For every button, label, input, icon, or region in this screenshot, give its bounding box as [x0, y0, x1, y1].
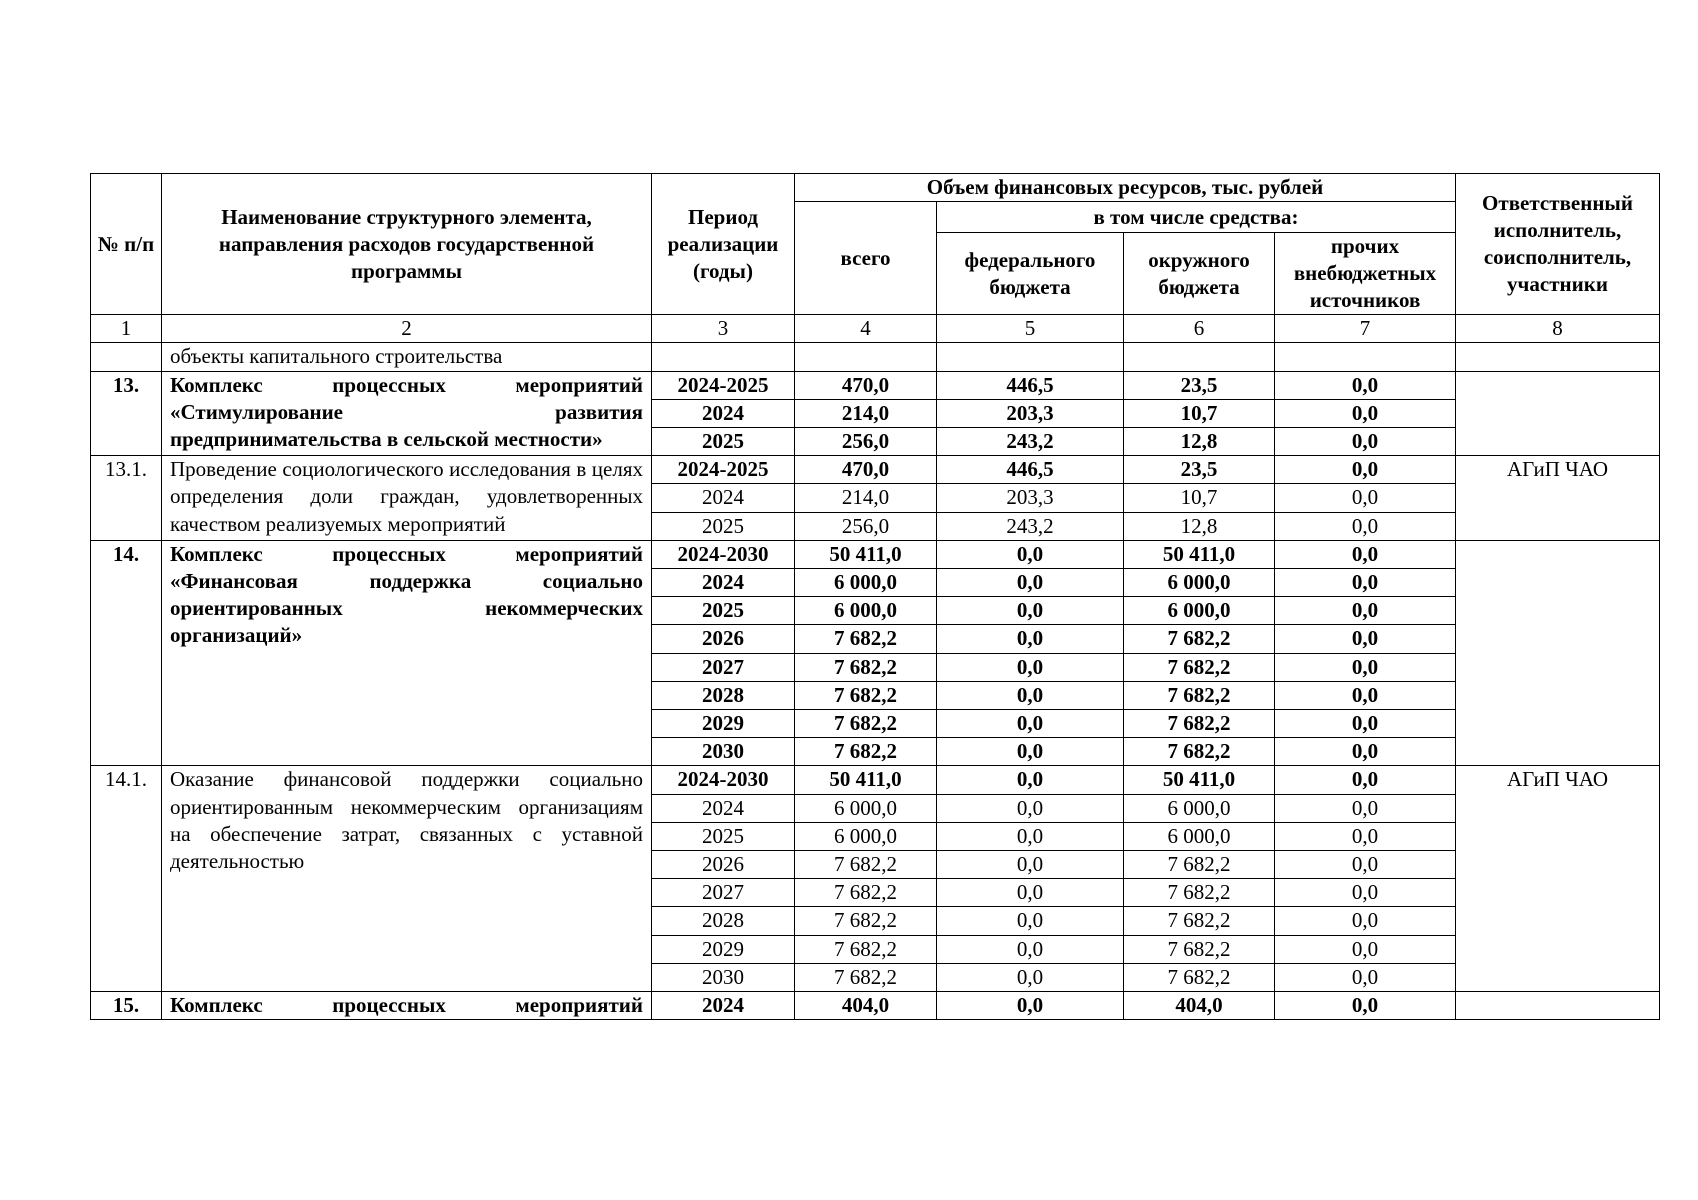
other-cell: 0,0	[1275, 625, 1456, 653]
okrug-cell: 7 682,2	[1124, 963, 1275, 991]
okrug-cell: 6 000,0	[1124, 569, 1275, 597]
period-cell: 2025	[652, 822, 795, 850]
federal-cell: 0,0	[937, 794, 1124, 822]
other-cell: 0,0	[1275, 569, 1456, 597]
col-number: 8	[1456, 315, 1660, 343]
cell-empty	[1124, 343, 1275, 371]
total-cell: 256,0	[795, 428, 937, 456]
responsible-cell: АГиП ЧАО	[1456, 456, 1660, 541]
header-federal: федерального бюджета	[937, 233, 1124, 315]
cell-empty	[937, 343, 1124, 371]
responsible-cell	[1456, 371, 1660, 456]
period-cell: 2026	[652, 625, 795, 653]
total-cell: 404,0	[795, 992, 937, 1020]
total-cell: 7 682,2	[795, 710, 937, 738]
table-row	[91, 456, 1660, 484]
table-row	[91, 540, 1660, 568]
federal-cell: 0,0	[937, 597, 1124, 625]
okrug-cell: 7 682,2	[1124, 907, 1275, 935]
cell-empty	[795, 343, 937, 371]
period-cell: 2024	[652, 794, 795, 822]
col-number: 7	[1275, 315, 1456, 343]
header-row	[91, 174, 1660, 202]
row-number: 15.	[91, 992, 162, 1020]
period-cell: 2024-2025	[652, 371, 795, 399]
total-cell: 7 682,2	[795, 738, 937, 766]
federal-cell: 243,2	[937, 428, 1124, 456]
cell-empty	[91, 343, 162, 371]
responsible-cell	[1456, 992, 1660, 1020]
header-total: всего	[795, 202, 937, 315]
okrug-cell: 7 682,2	[1124, 738, 1275, 766]
other-cell: 0,0	[1275, 963, 1456, 991]
other-cell: 0,0	[1275, 992, 1456, 1020]
row-name: Оказание финансовой поддержки социально ориентированным некоммерческим организациям на обеспечение затрат, связанных с уставной деятельностью	[162, 766, 652, 992]
federal-cell: 203,3	[937, 484, 1124, 512]
total-cell: 7 682,2	[795, 681, 937, 709]
period-cell: 2025	[652, 597, 795, 625]
row-number: 14.	[91, 540, 162, 766]
other-cell: 0,0	[1275, 484, 1456, 512]
total-cell: 7 682,2	[795, 935, 937, 963]
other-cell: 0,0	[1275, 371, 1456, 399]
total-cell: 256,0	[795, 512, 937, 540]
period-cell: 2026	[652, 851, 795, 879]
federal-cell: 203,3	[937, 399, 1124, 427]
total-cell: 50 411,0	[795, 766, 937, 794]
federal-cell: 0,0	[937, 851, 1124, 879]
period-cell: 2024-2030	[652, 540, 795, 568]
row-name: Комплекс процессных мероприятий «Стимулирование развития предпринимательства в сельской местности»	[162, 371, 652, 456]
federal-cell: 446,5	[937, 371, 1124, 399]
okrug-cell: 50 411,0	[1124, 766, 1275, 794]
okrug-cell: 23,5	[1124, 371, 1275, 399]
header-period: Период реализации (годы)	[652, 174, 795, 315]
header-including: в том числе средства:	[937, 202, 1456, 233]
federal-cell: 0,0	[937, 738, 1124, 766]
federal-cell: 0,0	[937, 681, 1124, 709]
col-number: 4	[795, 315, 937, 343]
other-cell: 0,0	[1275, 879, 1456, 907]
period-cell: 2029	[652, 935, 795, 963]
federal-cell: 0,0	[937, 992, 1124, 1020]
okrug-cell: 7 682,2	[1124, 653, 1275, 681]
federal-cell: 0,0	[937, 766, 1124, 794]
federal-cell: 243,2	[937, 512, 1124, 540]
federal-cell: 0,0	[937, 625, 1124, 653]
period-cell: 2025	[652, 428, 795, 456]
okrug-cell: 50 411,0	[1124, 540, 1275, 568]
okrug-cell: 12,8	[1124, 428, 1275, 456]
period-cell: 2024-2030	[652, 766, 795, 794]
row-number: 13.	[91, 371, 162, 456]
federal-cell: 0,0	[937, 879, 1124, 907]
cell-empty	[1456, 343, 1660, 371]
table-row	[91, 992, 1660, 1020]
header-num: № п/п	[91, 174, 162, 315]
other-cell: 0,0	[1275, 766, 1456, 794]
responsible-cell: АГиП ЧАО	[1456, 766, 1660, 992]
continuation-row	[91, 343, 1660, 371]
col-number: 3	[652, 315, 795, 343]
total-cell: 7 682,2	[795, 963, 937, 991]
other-cell: 0,0	[1275, 822, 1456, 850]
federal-cell: 0,0	[937, 569, 1124, 597]
total-cell: 6 000,0	[795, 794, 937, 822]
total-cell: 7 682,2	[795, 879, 937, 907]
okrug-cell: 10,7	[1124, 399, 1275, 427]
other-cell: 0,0	[1275, 710, 1456, 738]
header-name: Наименование структурного элемента, направления расходов государственной программы	[162, 174, 652, 315]
federal-cell: 0,0	[937, 935, 1124, 963]
federal-cell: 0,0	[937, 653, 1124, 681]
okrug-cell: 23,5	[1124, 456, 1275, 484]
other-cell: 0,0	[1275, 794, 1456, 822]
other-cell: 0,0	[1275, 512, 1456, 540]
period-cell: 2028	[652, 681, 795, 709]
col-number: 6	[1124, 315, 1275, 343]
other-cell: 0,0	[1275, 540, 1456, 568]
row-name: Комплекс процессных мероприятий	[162, 992, 652, 1020]
total-cell: 50 411,0	[795, 540, 937, 568]
other-cell: 0,0	[1275, 851, 1456, 879]
federal-cell: 0,0	[937, 907, 1124, 935]
numbering-row	[91, 315, 1660, 343]
col-number: 2	[162, 315, 652, 343]
continuation-text: объекты капитального строительства	[162, 343, 652, 371]
federal-cell: 0,0	[937, 822, 1124, 850]
header-other: прочих внебюджетных источников	[1275, 233, 1456, 315]
federal-cell: 446,5	[937, 456, 1124, 484]
col-number: 1	[91, 315, 162, 343]
period-cell: 2027	[652, 653, 795, 681]
header-volume: Объем финансовых ресурсов, тыс. рублей	[795, 174, 1456, 202]
federal-cell: 0,0	[937, 540, 1124, 568]
total-cell: 470,0	[795, 456, 937, 484]
total-cell: 6 000,0	[795, 822, 937, 850]
other-cell: 0,0	[1275, 907, 1456, 935]
cell-empty	[1275, 343, 1456, 371]
okrug-cell: 7 682,2	[1124, 935, 1275, 963]
period-cell: 2025	[652, 512, 795, 540]
okrug-cell: 12,8	[1124, 512, 1275, 540]
responsible-cell	[1456, 540, 1660, 766]
total-cell: 6 000,0	[795, 569, 937, 597]
row-number: 13.1.	[91, 456, 162, 541]
okrug-cell: 7 682,2	[1124, 681, 1275, 709]
total-cell: 7 682,2	[795, 625, 937, 653]
okrug-cell: 6 000,0	[1124, 597, 1275, 625]
header-responsible: Ответственный исполнитель, соисполнитель, участники	[1456, 174, 1660, 315]
row-name: Комплекс процессных мероприятий «Финансовая поддержка социально ориентированных некоммерческих организаций»	[162, 540, 652, 766]
okrug-cell: 10,7	[1124, 484, 1275, 512]
period-cell: 2027	[652, 879, 795, 907]
other-cell: 0,0	[1275, 428, 1456, 456]
period-cell: 2030	[652, 738, 795, 766]
okrug-cell: 6 000,0	[1124, 822, 1275, 850]
other-cell: 0,0	[1275, 738, 1456, 766]
col-number: 5	[937, 315, 1124, 343]
period-cell: 2028	[652, 907, 795, 935]
okrug-cell: 7 682,2	[1124, 851, 1275, 879]
other-cell: 0,0	[1275, 456, 1456, 484]
total-cell: 214,0	[795, 399, 937, 427]
okrug-cell: 404,0	[1124, 992, 1275, 1020]
federal-cell: 0,0	[937, 710, 1124, 738]
period-cell: 2024-2025	[652, 456, 795, 484]
period-cell: 2030	[652, 963, 795, 991]
total-cell: 214,0	[795, 484, 937, 512]
other-cell: 0,0	[1275, 681, 1456, 709]
other-cell: 0,0	[1275, 399, 1456, 427]
period-cell: 2024	[652, 992, 795, 1020]
other-cell: 0,0	[1275, 597, 1456, 625]
period-cell: 2024	[652, 399, 795, 427]
period-cell: 2029	[652, 710, 795, 738]
cell-empty	[652, 343, 795, 371]
row-name: Проведение социологического исследования в целях определения доли граждан, удовлетворенных качеством реализуемых мероприятий	[162, 456, 652, 541]
period-cell: 2024	[652, 484, 795, 512]
total-cell: 470,0	[795, 371, 937, 399]
other-cell: 0,0	[1275, 935, 1456, 963]
budget-table	[90, 173, 1660, 1020]
table-row	[91, 371, 1660, 399]
total-cell: 7 682,2	[795, 653, 937, 681]
okrug-cell: 6 000,0	[1124, 794, 1275, 822]
federal-cell: 0,0	[937, 963, 1124, 991]
period-cell: 2024	[652, 569, 795, 597]
other-cell: 0,0	[1275, 653, 1456, 681]
total-cell: 7 682,2	[795, 851, 937, 879]
table-row	[91, 766, 1660, 794]
total-cell: 7 682,2	[795, 907, 937, 935]
header-okrug: окружного бюджета	[1124, 233, 1275, 315]
total-cell: 6 000,0	[795, 597, 937, 625]
okrug-cell: 7 682,2	[1124, 710, 1275, 738]
row-number: 14.1.	[91, 766, 162, 992]
okrug-cell: 7 682,2	[1124, 625, 1275, 653]
okrug-cell: 7 682,2	[1124, 879, 1275, 907]
